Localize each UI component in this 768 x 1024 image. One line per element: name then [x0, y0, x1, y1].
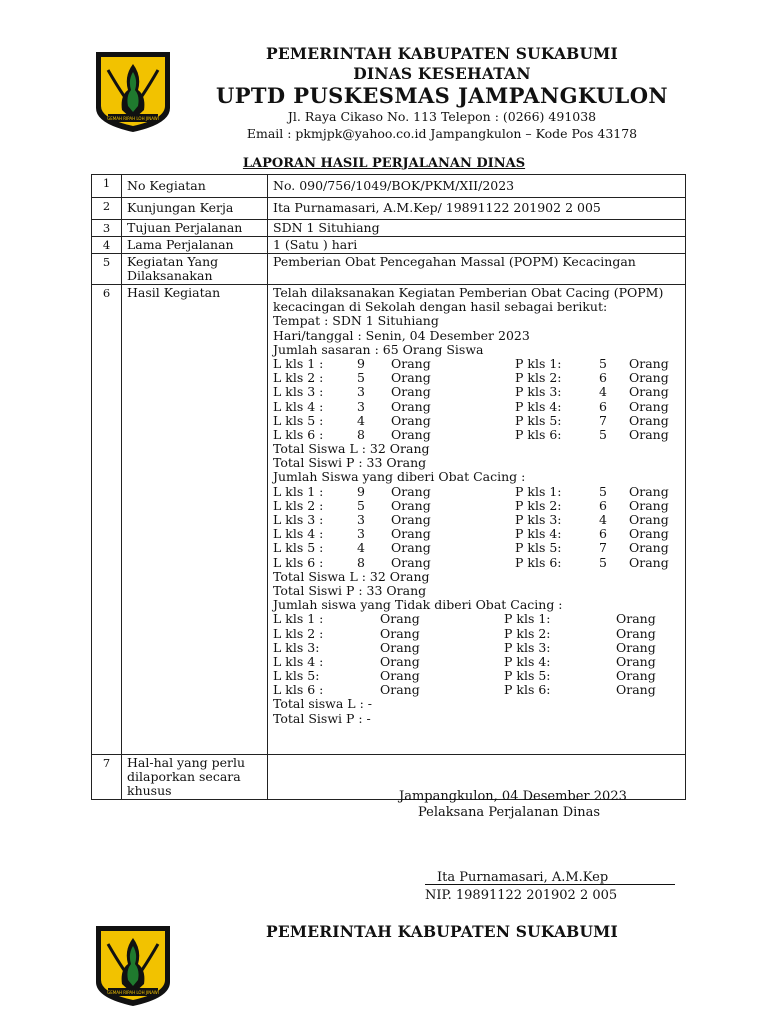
result-content [268, 285, 686, 755]
cell-lu: Orang [391, 497, 431, 513]
row-value: Pemberian Obat Pencegahan Massal (POPM) Kecacingan [268, 254, 686, 285]
cell-lu: Orang [380, 668, 420, 684]
cell-p: P kls 4: [515, 398, 562, 414]
cell-lv: 4 [357, 540, 365, 556]
cell-l: L kls 6 : [273, 682, 324, 698]
class-count-row [273, 556, 680, 570]
cell-pu: Orang [616, 639, 656, 655]
class-count-row [273, 612, 680, 626]
row-number: 3 [92, 220, 122, 237]
result-intro: Telah dilaksanakan Kegiatan Pemberian Obat Cacing (POPM) kecacingan di Sekolah dengan hasil sebagai berikut: [273, 285, 664, 315]
letterhead [212, 44, 672, 142]
class-count-row [273, 641, 680, 655]
cell-pv: 7 [599, 412, 607, 428]
class-count-row [273, 527, 680, 541]
signature-place-date: Jampangkulon, 04 Desember 2023 [399, 789, 627, 804]
class-count-row [273, 655, 680, 669]
cell-pv: 4 [599, 512, 607, 528]
cell-l: L kls 4 : [273, 653, 324, 669]
class-count-row [273, 627, 680, 641]
cell-lu: Orang [391, 512, 431, 528]
signature-nip: NIP. 19891122 201902 2 005 [425, 888, 618, 903]
class-count-row [273, 414, 680, 428]
cell-pu: Orang [616, 668, 656, 684]
letterhead-address: Jl. Raya Cikaso No. 113 Telepon : (0266) 491038 [287, 109, 597, 124]
cell-l: L kls 1 : [273, 483, 324, 499]
cell-l: L kls 5: [273, 668, 320, 684]
total-male: Total siswa L : - [273, 696, 372, 712]
cell-p: P kls 2: [504, 625, 551, 641]
cell-pv: 5 [599, 426, 607, 442]
cell-lv: 3 [357, 512, 365, 528]
cell-pu: Orang [629, 426, 669, 442]
treated-list [273, 485, 680, 570]
cell-pv: 6 [599, 370, 607, 386]
cell-l: L kls 2 : [273, 625, 324, 641]
cell-pu: Orang [629, 398, 669, 414]
letterhead-institution: UPTD PUSKESMAS JAMPANGKULON [216, 83, 668, 108]
svg-text:GEMAH RIPAH LOH JINAWI: GEMAH RIPAH LOH JINAWI [107, 116, 159, 121]
cell-p: P kls 1: [504, 611, 551, 627]
emblem-logo [94, 50, 172, 134]
cell-l: L kls 3 : [273, 384, 324, 400]
row-label: Tujuan Perjalanan [122, 220, 268, 237]
row-number: 4 [92, 237, 122, 254]
row-number: 5 [92, 254, 122, 285]
cell-pu: Orang [629, 370, 669, 386]
row-number: 7 [92, 755, 122, 800]
cell-lu: Orang [380, 625, 420, 641]
cell-p: P kls 2: [515, 370, 562, 386]
row-number: 1 [92, 175, 122, 198]
cell-lu: Orang [391, 370, 431, 386]
cell-p: P kls 1: [515, 483, 562, 499]
cell-pu: Orang [629, 497, 669, 513]
row-value: SDN 1 Situhiang [268, 220, 686, 237]
cell-lu: Orang [391, 483, 431, 499]
cell-lu: Orang [391, 554, 431, 570]
cell-l: L kls 5 : [273, 412, 324, 428]
cell-lv: 8 [357, 426, 365, 442]
cell-lv: 9 [357, 483, 365, 499]
class-count-row [273, 371, 680, 385]
row-label: No Kegiatan [122, 175, 268, 198]
cell-p: P kls 3: [504, 639, 551, 655]
row-value: 1 (Satu ) hari [268, 237, 686, 254]
cell-lv: 5 [357, 497, 365, 513]
cell-p: P kls 4: [504, 653, 551, 669]
cell-pu: Orang [629, 512, 669, 528]
table-row [92, 220, 686, 237]
report-table [91, 174, 686, 800]
cell-lu: Orang [391, 355, 431, 371]
result-location: Tempat : SDN 1 Situhiang [273, 313, 439, 329]
untreated-title: Jumlah siswa yang Tidak diberi Obat Cacing : [273, 597, 563, 613]
class-count-row [273, 499, 680, 513]
document-title: LAPORAN HASIL PERJALANAN DINAS [242, 156, 526, 171]
cell-lv: 8 [357, 554, 365, 570]
row-value: Ita Purnamasari, A.M.Kep/ 19891122 201902 2 005 [268, 198, 686, 220]
cell-pv: 6 [599, 497, 607, 513]
cell-pu: Orang [629, 412, 669, 428]
class-count-row [273, 683, 680, 697]
total-female: Total Siswi P : 33 Orang [273, 455, 427, 471]
cell-lu: Orang [380, 653, 420, 669]
table-row [92, 254, 686, 285]
cell-pv: 5 [599, 554, 607, 570]
treated-title: Jumlah Siswa yang diberi Obat Cacing : [273, 469, 526, 485]
emblem-logo [94, 924, 172, 1008]
total-male: Total Siswa L : 32 Orang [273, 441, 430, 457]
table-row [92, 175, 686, 198]
class-count-row [273, 385, 680, 399]
cell-pu: Orang [629, 355, 669, 371]
cell-lv: 3 [357, 384, 365, 400]
cell-l: L kls 1 : [273, 355, 324, 371]
cell-p: P kls 5: [504, 668, 551, 684]
cell-l: L kls 2 : [273, 497, 324, 513]
cell-lu: Orang [380, 682, 420, 698]
result-date: Hari/tanggal : Senin, 04 Desember 2023 [273, 327, 530, 343]
class-count-row [273, 541, 680, 555]
cell-p: P kls 2: [515, 497, 562, 513]
cell-lv: 3 [357, 398, 365, 414]
class-count-row [273, 428, 680, 442]
svg-text:GEMAH RIPAH LOH JINAWI: GEMAH RIPAH LOH JINAWI [107, 990, 159, 995]
cell-pv: 6 [599, 398, 607, 414]
cell-pu: Orang [616, 611, 656, 627]
cell-lu: Orang [380, 611, 420, 627]
cell-l: L kls 6 : [273, 554, 324, 570]
row-label: Hasil Kegiatan [122, 285, 268, 755]
cell-pu: Orang [629, 526, 669, 542]
table-row [92, 198, 686, 220]
total-female: Total Siswi P : 33 Orang [273, 582, 427, 598]
row-label: Kegiatan Yang Dilaksanakan [122, 254, 268, 285]
footer-title: PEMERINTAH KABUPATEN SUKABUMI [265, 922, 618, 941]
row-number: 2 [92, 198, 122, 220]
target-list [273, 357, 680, 442]
untreated-list [273, 612, 680, 697]
cell-p: P kls 3: [515, 384, 562, 400]
row-label: Kunjungan Kerja [122, 198, 268, 220]
row-value: No. 090/756/1049/BOK/PKM/XII/2023 [268, 175, 686, 198]
letterhead-email: Email : pkmjpk@yahoo.co.id Jampangkulon – Kode Pos 43178 [246, 126, 638, 141]
total-female: Total Siswi P : - [273, 710, 371, 726]
class-count-row [273, 513, 680, 527]
signature-name: Ita Purnamasari, A.M.Kep [437, 870, 609, 885]
cell-pu: Orang [629, 483, 669, 499]
cell-pv: 6 [599, 526, 607, 542]
class-count-row [273, 357, 680, 371]
total-male: Total Siswa L : 32 Orang [273, 568, 430, 584]
letterhead-government: PEMERINTAH KABUPATEN SUKABUMI [265, 44, 618, 63]
cell-pu: Orang [616, 682, 656, 698]
row-number: 6 [92, 285, 122, 755]
cell-p: P kls 3: [515, 512, 562, 528]
cell-lv: 5 [357, 370, 365, 386]
cell-pu: Orang [616, 625, 656, 641]
cell-lu: Orang [391, 540, 431, 556]
signature-role: Pelaksana Perjalanan Dinas [418, 805, 601, 820]
cell-p: P kls 6: [515, 554, 562, 570]
cell-pu: Orang [629, 384, 669, 400]
table-row [92, 285, 686, 755]
letterhead-department: DINAS KESEHATAN [353, 64, 531, 83]
cell-pv: 5 [599, 355, 607, 371]
cell-pu: Orang [629, 540, 669, 556]
cell-p: P kls 4: [515, 526, 562, 542]
cell-lu: Orang [391, 398, 431, 414]
cell-l: L kls 4 : [273, 526, 324, 542]
cell-l: L kls 3 : [273, 512, 324, 528]
cell-p: P kls 5: [515, 412, 562, 428]
signature-line [425, 884, 675, 885]
cell-l: L kls 2 : [273, 370, 324, 386]
cell-pv: 4 [599, 384, 607, 400]
class-count-row [273, 400, 680, 414]
cell-l: L kls 5 : [273, 540, 324, 556]
cell-p: P kls 6: [504, 682, 551, 698]
cell-l: L kls 3: [273, 639, 320, 655]
class-count-row [273, 669, 680, 683]
cell-pu: Orang [629, 554, 669, 570]
cell-lu: Orang [391, 426, 431, 442]
cell-lv: 9 [357, 355, 365, 371]
cell-lu: Orang [391, 412, 431, 428]
cell-pv: 5 [599, 483, 607, 499]
cell-p: P kls 5: [515, 540, 562, 556]
cell-l: L kls 1 : [273, 611, 324, 627]
cell-l: L kls 6 : [273, 426, 324, 442]
class-count-row [273, 485, 680, 499]
target-title: Jumlah sasaran : 65 Orang Siswa [273, 341, 484, 357]
cell-l: L kls 4 : [273, 398, 324, 414]
cell-pv: 7 [599, 540, 607, 556]
row-label: Hal-hal yang perlu dilaporkan secara khusus [122, 755, 268, 800]
cell-lu: Orang [380, 639, 420, 655]
cell-lv: 4 [357, 412, 365, 428]
cell-lu: Orang [391, 526, 431, 542]
cell-lv: 3 [357, 526, 365, 542]
cell-p: P kls 6: [515, 426, 562, 442]
cell-lu: Orang [391, 384, 431, 400]
cell-p: P kls 1: [515, 355, 562, 371]
row-label: Lama Perjalanan [122, 237, 268, 254]
cell-pu: Orang [616, 653, 656, 669]
table-row [92, 237, 686, 254]
